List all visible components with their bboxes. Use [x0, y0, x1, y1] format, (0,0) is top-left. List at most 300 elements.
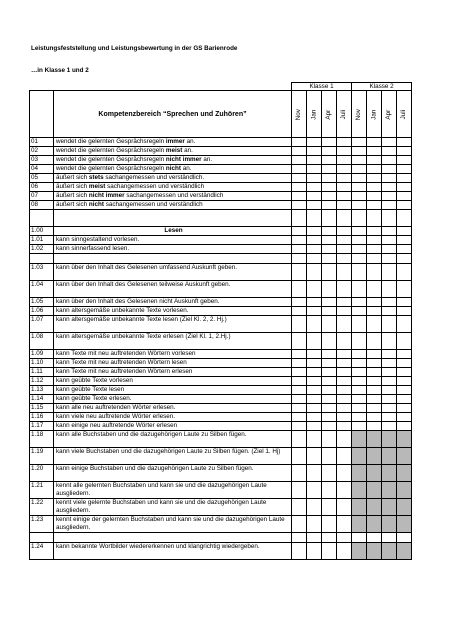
assessment-cell[interactable]: [367, 516, 382, 533]
assessment-cell[interactable]: [367, 138, 382, 147]
assessment-cell[interactable]: [382, 448, 397, 465]
assessment-cell[interactable]: [367, 350, 382, 359]
assessment-cell[interactable]: [382, 165, 397, 174]
assessment-cell[interactable]: [382, 516, 397, 533]
assessment-cell[interactable]: [397, 404, 412, 413]
assessment-cell[interactable]: [382, 264, 397, 281]
assessment-cell[interactable]: [322, 516, 337, 533]
assessment-cell[interactable]: [367, 422, 382, 431]
assessment-cell[interactable]: [292, 316, 307, 333]
assessment-cell[interactable]: [382, 281, 397, 298]
assessment-cell[interactable]: [352, 236, 367, 245]
assessment-cell[interactable]: [322, 254, 337, 264]
assessment-cell[interactable]: [337, 350, 352, 359]
assessment-cell[interactable]: [367, 482, 382, 499]
assessment-cell[interactable]: [322, 227, 337, 236]
assessment-cell[interactable]: [292, 422, 307, 431]
assessment-cell[interactable]: [307, 254, 322, 264]
assessment-cell[interactable]: [337, 245, 352, 254]
assessment-cell[interactable]: [322, 138, 337, 147]
assessment-cell[interactable]: [367, 165, 382, 174]
assessment-cell[interactable]: [292, 174, 307, 183]
row-text: kann bekannte Wortbilder wiedererkennen und klangrichtig wiedergeben.: [54, 543, 292, 560]
table-row: [30, 333, 412, 350]
assessment-cell[interactable]: [397, 413, 412, 422]
assessment-cell[interactable]: [322, 482, 337, 499]
assessment-cell[interactable]: [292, 254, 307, 264]
assessment-cell[interactable]: [352, 543, 367, 560]
assessment-cell[interactable]: [292, 147, 307, 156]
assessment-cell[interactable]: [322, 404, 337, 413]
assessment-cell[interactable]: [307, 350, 322, 359]
assessment-cell[interactable]: [397, 183, 412, 192]
assessment-cell[interactable]: [382, 359, 397, 368]
assessment-cell[interactable]: [367, 156, 382, 165]
assessment-cell[interactable]: [337, 516, 352, 533]
assessment-cell[interactable]: [382, 395, 397, 404]
assessment-cell[interactable]: [337, 227, 352, 236]
assessment-cell[interactable]: [367, 404, 382, 413]
assessment-cell[interactable]: [322, 245, 337, 254]
assessment-cell[interactable]: [352, 254, 367, 264]
assessment-cell[interactable]: [337, 448, 352, 465]
assessment-cell[interactable]: [352, 350, 367, 359]
assessment-cell[interactable]: [352, 359, 367, 368]
assessment-cell[interactable]: [352, 165, 367, 174]
assessment-cell[interactable]: [337, 174, 352, 183]
assessment-cell[interactable]: [337, 192, 352, 201]
assessment-cell[interactable]: [367, 316, 382, 333]
assessment-cell[interactable]: [307, 499, 322, 516]
assessment-cell[interactable]: [397, 281, 412, 298]
assessment-cell[interactable]: [352, 298, 367, 307]
assessment-cell[interactable]: [337, 404, 352, 413]
assessment-cell[interactable]: [307, 147, 322, 156]
assessment-cell[interactable]: [322, 183, 337, 192]
assessment-cell[interactable]: [292, 333, 307, 350]
assessment-cell[interactable]: [307, 227, 322, 236]
assessment-cell[interactable]: [292, 264, 307, 281]
assessment-cell[interactable]: [367, 210, 382, 227]
assessment-cell[interactable]: [337, 422, 352, 431]
assessment-cell[interactable]: [292, 413, 307, 422]
assessment-cell[interactable]: [307, 422, 322, 431]
assessment-cell[interactable]: [367, 254, 382, 264]
assessment-cell[interactable]: [307, 368, 322, 377]
assessment-cell[interactable]: [367, 201, 382, 210]
assessment-cell[interactable]: [397, 499, 412, 516]
row-text: kann viele neu auftretende Wörter erlesen.: [54, 413, 292, 422]
assessment-cell[interactable]: [337, 482, 352, 499]
assessment-cell[interactable]: [352, 281, 367, 298]
assessment-cell[interactable]: [382, 377, 397, 386]
assessment-cell[interactable]: [307, 174, 322, 183]
assessment-cell[interactable]: [307, 431, 322, 448]
assessment-cell[interactable]: [292, 156, 307, 165]
assessment-cell[interactable]: [397, 333, 412, 350]
assessment-cell[interactable]: [367, 174, 382, 183]
assessment-cell[interactable]: [397, 165, 412, 174]
assessment-cell[interactable]: [322, 156, 337, 165]
assessment-cell[interactable]: [307, 165, 322, 174]
assessment-cell[interactable]: [367, 227, 382, 236]
assessment-cell[interactable]: [322, 333, 337, 350]
assessment-cell[interactable]: [292, 482, 307, 499]
assessment-cell[interactable]: [382, 465, 397, 482]
assessment-cell[interactable]: [352, 307, 367, 316]
assessment-cell[interactable]: [382, 333, 397, 350]
assessment-cell[interactable]: [322, 386, 337, 395]
assessment-cell[interactable]: [352, 227, 367, 236]
assessment-cell[interactable]: [307, 298, 322, 307]
assessment-cell[interactable]: [367, 499, 382, 516]
assessment-cell[interactable]: [307, 404, 322, 413]
assessment-cell[interactable]: [367, 183, 382, 192]
assessment-cell[interactable]: [352, 174, 367, 183]
assessment-cell[interactable]: [397, 236, 412, 245]
assessment-cell[interactable]: [292, 386, 307, 395]
assessment-cell[interactable]: [397, 368, 412, 377]
assessment-cell[interactable]: [367, 245, 382, 254]
assessment-cell[interactable]: [352, 395, 367, 404]
assessment-cell[interactable]: [397, 210, 412, 227]
assessment-cell[interactable]: [322, 281, 337, 298]
assessment-cell[interactable]: [382, 543, 397, 560]
assessment-cell[interactable]: [382, 236, 397, 245]
assessment-cell[interactable]: [367, 281, 382, 298]
assessment-cell[interactable]: [322, 307, 337, 316]
assessment-cell[interactable]: [292, 298, 307, 307]
assessment-cell[interactable]: [382, 192, 397, 201]
assessment-cell[interactable]: [307, 482, 322, 499]
assessment-cell[interactable]: [322, 192, 337, 201]
assessment-cell[interactable]: [322, 350, 337, 359]
assessment-cell[interactable]: [352, 413, 367, 422]
assessment-cell[interactable]: [307, 386, 322, 395]
assessment-cell[interactable]: [307, 192, 322, 201]
assessment-cell[interactable]: [307, 281, 322, 298]
assessment-cell[interactable]: [397, 386, 412, 395]
assessment-cell[interactable]: [322, 236, 337, 245]
assessment-cell[interactable]: [397, 307, 412, 316]
assessment-cell[interactable]: [352, 156, 367, 165]
assessment-cell[interactable]: [292, 350, 307, 359]
assessment-cell[interactable]: [352, 377, 367, 386]
assessment-cell[interactable]: [307, 395, 322, 404]
assessment-cell[interactable]: [307, 201, 322, 210]
assessment-cell[interactable]: [352, 482, 367, 499]
assessment-cell[interactable]: [337, 377, 352, 386]
assessment-cell[interactable]: [307, 236, 322, 245]
assessment-cell[interactable]: [367, 533, 382, 543]
assessment-cell[interactable]: [382, 499, 397, 516]
assessment-cell[interactable]: [292, 395, 307, 404]
assessment-cell[interactable]: [367, 465, 382, 482]
row-number: 1.00: [30, 227, 54, 236]
row-text: kann über den Inhalt des Gelesenen umfassend Auskunft geben.: [54, 264, 292, 281]
table-row: [30, 448, 412, 465]
assessment-cell[interactable]: [292, 245, 307, 254]
assessment-cell[interactable]: [322, 422, 337, 431]
assessment-cell[interactable]: [352, 183, 367, 192]
assessment-cell[interactable]: [322, 210, 337, 227]
assessment-cell[interactable]: [307, 138, 322, 147]
assessment-cell[interactable]: [397, 533, 412, 543]
assessment-cell[interactable]: [292, 533, 307, 543]
assessment-cell[interactable]: [292, 227, 307, 236]
assessment-cell[interactable]: [397, 147, 412, 156]
assessment-cell[interactable]: [337, 264, 352, 281]
assessment-cell[interactable]: [352, 431, 367, 448]
assessment-cell[interactable]: [307, 543, 322, 560]
assessment-cell[interactable]: [382, 404, 397, 413]
assessment-cell[interactable]: [397, 422, 412, 431]
assessment-cell[interactable]: [367, 307, 382, 316]
assessment-cell[interactable]: [292, 192, 307, 201]
assessment-cell[interactable]: [382, 316, 397, 333]
assessment-cell[interactable]: [337, 201, 352, 210]
assessment-cell[interactable]: [382, 156, 397, 165]
assessment-cell[interactable]: [337, 254, 352, 264]
assessment-cell[interactable]: [307, 307, 322, 316]
assessment-cell[interactable]: [307, 183, 322, 192]
document-subtitle: …in Klasse 1 und 2: [31, 67, 89, 74]
assessment-cell[interactable]: [307, 516, 322, 533]
assessment-cell[interactable]: [292, 448, 307, 465]
assessment-cell[interactable]: [397, 174, 412, 183]
assessment-cell[interactable]: [367, 298, 382, 307]
assessment-cell[interactable]: [382, 422, 397, 431]
assessment-cell[interactable]: [397, 359, 412, 368]
assessment-cell[interactable]: [322, 543, 337, 560]
assessment-cell[interactable]: [382, 386, 397, 395]
assessment-cell[interactable]: [382, 210, 397, 227]
assessment-cell[interactable]: [382, 533, 397, 543]
assessment-cell[interactable]: [337, 236, 352, 245]
assessment-cell[interactable]: [352, 516, 367, 533]
assessment-cell[interactable]: [307, 377, 322, 386]
assessment-cell[interactable]: [337, 307, 352, 316]
assessment-cell[interactable]: [397, 138, 412, 147]
row-text: kann alle neu auftretenden Wörter erlesen.: [54, 404, 292, 413]
assessment-cell[interactable]: [367, 236, 382, 245]
assessment-cell[interactable]: [292, 404, 307, 413]
assessment-cell[interactable]: [322, 316, 337, 333]
assessment-cell[interactable]: [337, 359, 352, 368]
assessment-cell[interactable]: [397, 201, 412, 210]
assessment-cell[interactable]: [352, 465, 367, 482]
assessment-cell[interactable]: [397, 543, 412, 560]
assessment-cell[interactable]: [367, 147, 382, 156]
assessment-cell[interactable]: [292, 165, 307, 174]
assessment-cell[interactable]: [322, 413, 337, 422]
assessment-cell[interactable]: [382, 147, 397, 156]
assessment-cell[interactable]: [382, 183, 397, 192]
assessment-cell[interactable]: [352, 210, 367, 227]
assessment-cell[interactable]: [307, 245, 322, 254]
assessment-cell[interactable]: [382, 413, 397, 422]
assessment-cell[interactable]: [397, 264, 412, 281]
assessment-cell[interactable]: [397, 156, 412, 165]
assessment-cell[interactable]: [337, 533, 352, 543]
assessment-cell[interactable]: [292, 281, 307, 298]
assessment-cell[interactable]: [367, 333, 382, 350]
assessment-cell[interactable]: [382, 174, 397, 183]
assessment-cell[interactable]: [397, 516, 412, 533]
assessment-cell[interactable]: [352, 245, 367, 254]
assessment-cell[interactable]: [292, 543, 307, 560]
assessment-cell[interactable]: [397, 377, 412, 386]
assessment-cell[interactable]: [337, 333, 352, 350]
assessment-cell[interactable]: [337, 413, 352, 422]
assessment-cell[interactable]: [322, 395, 337, 404]
assessment-cell[interactable]: [337, 368, 352, 377]
assessment-cell[interactable]: [322, 533, 337, 543]
assessment-cell[interactable]: [337, 138, 352, 147]
assessment-cell[interactable]: [382, 307, 397, 316]
row-text: kann sinngestaltend vorlesen.: [54, 236, 292, 245]
assessment-cell[interactable]: [337, 543, 352, 560]
assessment-cell[interactable]: [337, 156, 352, 165]
assessment-cell[interactable]: [307, 333, 322, 350]
assessment-cell[interactable]: [382, 431, 397, 448]
assessment-cell[interactable]: [382, 245, 397, 254]
assessment-cell[interactable]: [352, 192, 367, 201]
assessment-cell[interactable]: [307, 448, 322, 465]
assessment-cell[interactable]: [322, 499, 337, 516]
assessment-cell[interactable]: [337, 316, 352, 333]
assessment-cell[interactable]: [397, 350, 412, 359]
assessment-cell[interactable]: [352, 422, 367, 431]
assessment-cell[interactable]: [292, 516, 307, 533]
assessment-cell[interactable]: [397, 245, 412, 254]
assessment-cell[interactable]: [307, 264, 322, 281]
assessment-cell[interactable]: [397, 254, 412, 264]
assessment-cell[interactable]: [337, 281, 352, 298]
assessment-cell[interactable]: [382, 482, 397, 499]
assessment-cell[interactable]: [382, 368, 397, 377]
assessment-cell[interactable]: [337, 465, 352, 482]
assessment-cell[interactable]: [322, 431, 337, 448]
assessment-cell[interactable]: [292, 368, 307, 377]
assessment-cell[interactable]: [367, 368, 382, 377]
assessment-cell[interactable]: [292, 431, 307, 448]
table-row: [30, 264, 412, 281]
month-label: Nov: [295, 108, 303, 121]
assessment-cell[interactable]: [352, 147, 367, 156]
assessment-cell[interactable]: [397, 395, 412, 404]
assessment-cell[interactable]: [352, 386, 367, 395]
assessment-cell[interactable]: [397, 227, 412, 236]
assessment-cell[interactable]: [367, 359, 382, 368]
assessment-cell[interactable]: [322, 147, 337, 156]
assessment-cell[interactable]: [367, 395, 382, 404]
assessment-cell[interactable]: [382, 201, 397, 210]
table-row: [30, 368, 412, 377]
assessment-cell[interactable]: [352, 368, 367, 377]
assessment-cell[interactable]: [382, 227, 397, 236]
assessment-cell[interactable]: [397, 431, 412, 448]
assessment-cell[interactable]: [337, 298, 352, 307]
assessment-cell[interactable]: [337, 183, 352, 192]
assessment-cell[interactable]: [397, 448, 412, 465]
assessment-cell[interactable]: [337, 210, 352, 227]
assessment-cell[interactable]: [292, 499, 307, 516]
assessment-cell[interactable]: [322, 368, 337, 377]
assessment-cell[interactable]: [292, 201, 307, 210]
assessment-cell[interactable]: [352, 333, 367, 350]
assessment-cell[interactable]: [322, 174, 337, 183]
assessment-cell[interactable]: [352, 138, 367, 147]
assessment-cell[interactable]: [337, 165, 352, 174]
assessment-cell[interactable]: [337, 386, 352, 395]
assessment-cell[interactable]: [367, 413, 382, 422]
assessment-cell[interactable]: [352, 404, 367, 413]
assessment-cell[interactable]: [367, 192, 382, 201]
assessment-cell[interactable]: [382, 138, 397, 147]
assessment-cell[interactable]: [382, 254, 397, 264]
assessment-cell[interactable]: [307, 465, 322, 482]
assessment-cell[interactable]: [352, 264, 367, 281]
assessment-cell[interactable]: [367, 448, 382, 465]
assessment-cell[interactable]: [397, 482, 412, 499]
assessment-cell[interactable]: [352, 499, 367, 516]
assessment-cell[interactable]: [322, 264, 337, 281]
assessment-cell[interactable]: [352, 533, 367, 543]
assessment-cell[interactable]: [367, 377, 382, 386]
assessment-cell[interactable]: [307, 413, 322, 422]
assessment-cell[interactable]: [292, 183, 307, 192]
assessment-cell[interactable]: [292, 138, 307, 147]
assessment-cell[interactable]: [382, 350, 397, 359]
assessment-cell[interactable]: [292, 236, 307, 245]
assessment-cell[interactable]: [352, 201, 367, 210]
assessment-cell[interactable]: [292, 465, 307, 482]
assessment-cell[interactable]: [337, 147, 352, 156]
assessment-cell[interactable]: [307, 156, 322, 165]
assessment-cell[interactable]: [337, 395, 352, 404]
assessment-cell[interactable]: [397, 465, 412, 482]
assessment-cell[interactable]: [397, 316, 412, 333]
assessment-cell[interactable]: [367, 431, 382, 448]
assessment-cell[interactable]: [322, 201, 337, 210]
assessment-cell[interactable]: [322, 298, 337, 307]
assessment-cell[interactable]: [367, 543, 382, 560]
assessment-cell[interactable]: [307, 533, 322, 543]
assessment-cell[interactable]: [292, 210, 307, 227]
assessment-cell[interactable]: [292, 359, 307, 368]
assessment-cell[interactable]: [307, 210, 322, 227]
assessment-cell[interactable]: [397, 298, 412, 307]
assessment-cell[interactable]: [337, 431, 352, 448]
assessment-cell[interactable]: [352, 316, 367, 333]
assessment-cell[interactable]: [367, 386, 382, 395]
assessment-cell[interactable]: [292, 307, 307, 316]
assessment-cell[interactable]: [337, 499, 352, 516]
assessment-cell[interactable]: [292, 377, 307, 386]
assessment-cell[interactable]: [322, 448, 337, 465]
assessment-cell[interactable]: [382, 298, 397, 307]
assessment-cell[interactable]: [307, 359, 322, 368]
assessment-cell[interactable]: [352, 448, 367, 465]
assessment-cell[interactable]: [397, 192, 412, 201]
assessment-cell[interactable]: [322, 359, 337, 368]
assessment-cell[interactable]: [367, 264, 382, 281]
assessment-cell[interactable]: [322, 377, 337, 386]
assessment-cell[interactable]: [307, 316, 322, 333]
assessment-cell[interactable]: [322, 465, 337, 482]
assessment-cell[interactable]: [322, 165, 337, 174]
